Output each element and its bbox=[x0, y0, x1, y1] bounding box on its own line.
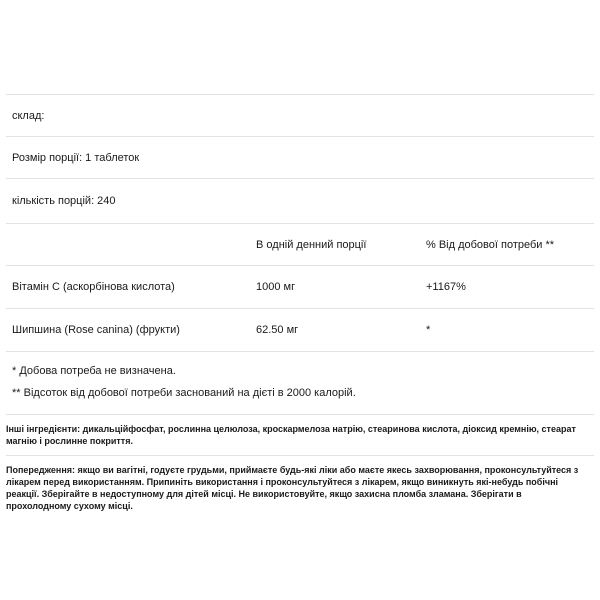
table-header-row bbox=[6, 223, 594, 265]
nutrient-name: Шипшина (Rose canina) (фрукти) bbox=[12, 324, 180, 336]
other-ingredients: Інші інгредієнти: дикальційфосфат, рослинна целюлоза, кроскармелоза натрію, стеаринова кислота, діоксид кремнію, стеарат магнію і рослинне покриття. bbox=[6, 424, 576, 446]
serving-size: Розмір порції: 1 таблеток bbox=[12, 151, 140, 164]
table-row bbox=[6, 265, 594, 308]
other-ingredients-block bbox=[6, 414, 594, 455]
servings-count-row bbox=[6, 178, 594, 223]
nutrient-amount: 1000 мг bbox=[256, 281, 296, 293]
nutrient-daily-value: +1167% bbox=[426, 281, 466, 293]
header-amount: В одній денний порції bbox=[256, 238, 367, 251]
warning-block bbox=[6, 455, 594, 520]
servings-count: кількість порцій: 240 bbox=[12, 195, 116, 207]
composition-title: склад: bbox=[12, 109, 45, 122]
nutrient-daily-value: * bbox=[426, 324, 431, 336]
footnote: * Добова потреба не визначена. bbox=[12, 365, 176, 377]
header-daily-value: % Від добової потреби ** bbox=[426, 238, 555, 251]
serving-size-row bbox=[6, 136, 594, 178]
footnotes bbox=[6, 351, 594, 414]
footnote: ** Відсоток від добової потреби заснований на дієті в 2000 калорій. bbox=[12, 387, 356, 399]
nutrient-amount: 62.50 мг bbox=[256, 324, 299, 336]
warning-text: Попередження: якщо ви вагітні, годуєте грудьми, приймаєте будь-які ліки або маєте якесь захворювання, проконсультуйтеся з лікарем перед використанням. Припиніть використання і проконсультуйтеся з лікарем, якщо виникнуть які-небудь побічні реакції. Зберігайте в недоступному для дітей місці. Не використовуйте, якщо захисна пломба зламана. Зберігати в прохолодному сухому місці. bbox=[6, 465, 579, 511]
composition-title-row bbox=[6, 94, 594, 136]
table-row bbox=[6, 308, 594, 351]
supplement-facts-panel bbox=[6, 94, 594, 520]
nutrient-name: Вітамін C (аскорбінова кислота) bbox=[12, 281, 175, 293]
